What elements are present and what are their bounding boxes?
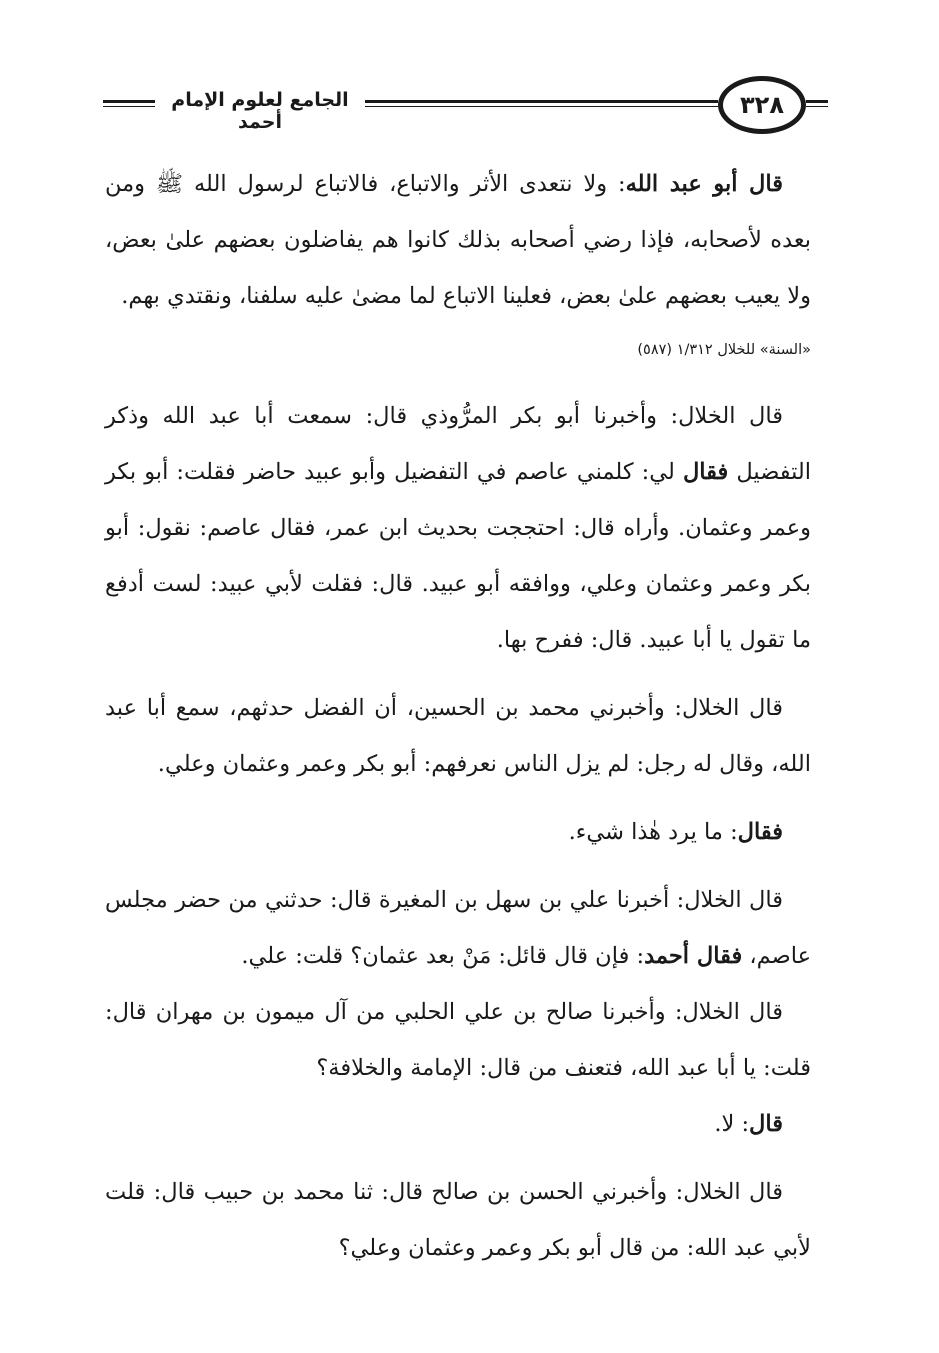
paragraph-text: : لا. bbox=[714, 1111, 750, 1137]
book-title: الجامع لعلوم الإمام أحمد bbox=[171, 89, 349, 133]
header-rule-middle-thin bbox=[365, 106, 718, 107]
paragraph-7: قال الخلال: وأخبرني الحسن بن صالح قال: ثنا محمد بن حبيب قال: قلت لأبي عبد الله: من قال أبو بكر وعمر وعثمان وعلي؟ bbox=[105, 1179, 811, 1261]
speaker-label: فقال bbox=[682, 459, 729, 485]
header-rule-left-thin bbox=[103, 106, 155, 107]
paragraph-text: قال الخلال: وأخبرنا أبو بكر المرُّوذي قال: سمعت أبا عبد الله وذكر التفضيل bbox=[105, 403, 811, 485]
header-rule-left bbox=[103, 100, 155, 103]
speaker-label: قال bbox=[749, 1111, 783, 1137]
page-header bbox=[0, 0, 939, 150]
paragraph-text: لي: كلمني عاصم في التفضيل وأبو عبيد حاضر فقلت: أبو بكر وعمر وعثمان. وأراه قال: احتججت بحديث ابن عمر، فقال عاصم: نقول: أبو بكر وعمر وعثمان وعلي، ووافقه أبو عبيد. قال: فقلت لأبي عبيد: لست أدفع ما تقول يا أبا عبيد. قال: ففرح بها. bbox=[105, 459, 811, 653]
paragraph-athar bbox=[105, 156, 811, 324]
paragraph-3 bbox=[105, 804, 811, 860]
page-number: ٣٢٨ bbox=[740, 91, 784, 119]
paragraph-text: : ولا نتعدى الأثر والاتباع، فالاتباع لرسول الله ﷺ ومن بعده لأصحابه، فإذا رضي أصحابه بذلك كانوا هم يفاضلون بعضهم علىٰ بعض، ولا يعيب بعضهم علىٰ بعض، فعلينا الاتباع لما مضىٰ عليه سلفنا، ونقتدي بهم. bbox=[105, 171, 811, 309]
paragraph-6 bbox=[105, 1096, 811, 1152]
paragraph-text: قال الخلال: أخبرنا علي بن سهل بن المغيرة قال: حدثني من حضر مجلس عاصم، bbox=[105, 887, 811, 969]
page-number-badge bbox=[718, 76, 806, 134]
page-body bbox=[105, 156, 811, 1276]
speaker-label: فقال bbox=[737, 819, 783, 845]
header-rule-right bbox=[806, 100, 828, 103]
paragraph-text: : ما يرد هٰذا شيء. bbox=[568, 819, 738, 845]
paragraph-1 bbox=[105, 388, 811, 668]
speaker-label: قال أبو عبد الله bbox=[625, 171, 783, 197]
speaker-label: فقال أحمد bbox=[644, 943, 743, 969]
paragraph-text: : فإن قال قائل: مَنْ بعد عثمان؟ قلت: علي. bbox=[241, 943, 645, 969]
paragraph-4 bbox=[105, 872, 811, 984]
paragraph-5: قال الخلال: وأخبرنا صالح بن علي الحلبي من آل ميمون بن مهران قال: قلت: يا أبا عبد الله، فتعنف من قال: الإمامة والخلافة؟ bbox=[105, 999, 811, 1081]
header-rule-middle bbox=[365, 100, 718, 103]
paragraph-2: قال الخلال: وأخبرني محمد بن الحسين، أن الفضل حدثهم، سمع أبا عبد الله، وقال له رجل: لم يزل الناس نعرفهم: أبو بكر وعمر وعثمان وعلي. bbox=[105, 695, 811, 777]
header-rule-right-thin bbox=[806, 106, 828, 107]
source-citation: «السنة» للخلال ١/٣١٢ (٥٨٧) bbox=[637, 342, 811, 358]
